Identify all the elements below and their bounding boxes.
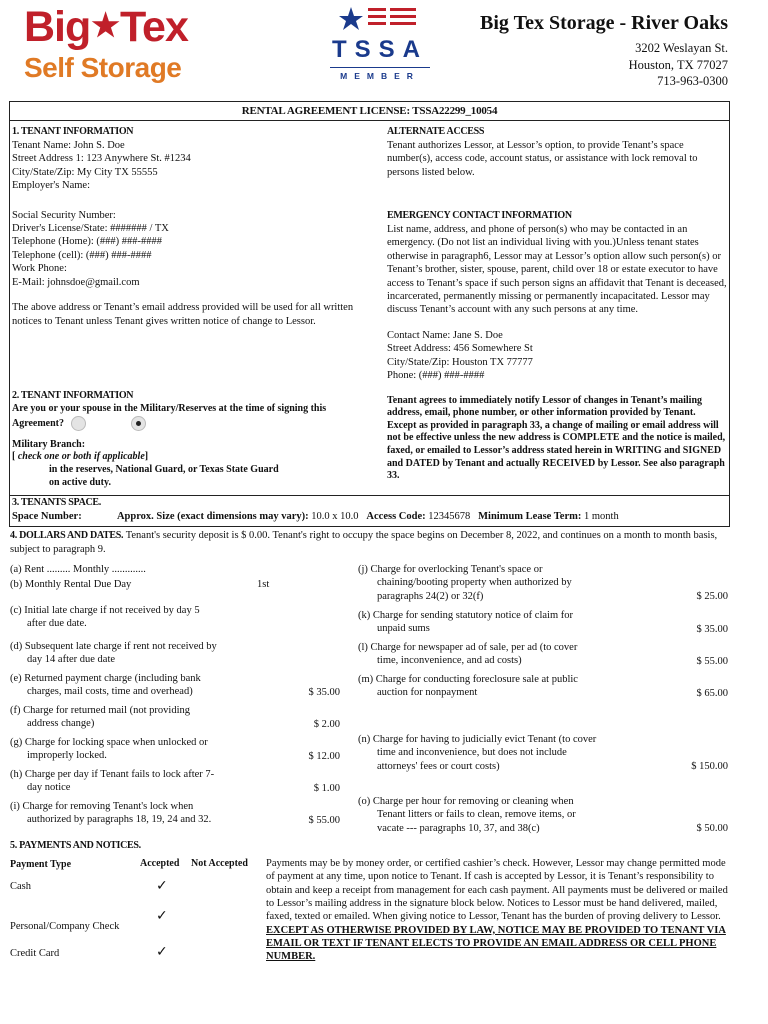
agreement-title: RENTAL AGREEMENT LICENSE: TSSA22299_10054 bbox=[241, 105, 498, 117]
fee-label-cont: day notice bbox=[27, 782, 71, 794]
fee-label: (m) Charge for conducting foreclosure sale at public bbox=[358, 674, 578, 685]
tssa-logo bbox=[330, 6, 430, 82]
contact-phone: Phone: (###) ###-#### bbox=[387, 370, 485, 382]
logo-word-big: Big bbox=[24, 3, 91, 51]
payments-text-emphasis: EXCEPT AS OTHERWISE PROVIDED BY LAW, NOTICE MAY BE PROVIDED TO TENANT VIA EMAIL OR TEXT IF TENANT ELECTS TO PROVIDE AN EMAIL ADDRESS OR CELL PHONE NUMBER. bbox=[266, 924, 726, 963]
tenant-phone-cell: Telephone (cell): (###) ###-#### bbox=[12, 249, 152, 261]
star-icon: ★ bbox=[91, 7, 119, 43]
fee-value: $ 55.00 bbox=[696, 656, 728, 667]
fee-label: (d) Subsequent late charge if rent not received by bbox=[10, 641, 217, 652]
payment-row-cash bbox=[10, 878, 260, 912]
checkmark-icon: ✓ bbox=[156, 944, 168, 960]
fee-label-cont: paragraphs 24(2) or 32(f) bbox=[377, 590, 484, 602]
fee-value: $ 2.00 bbox=[313, 719, 340, 730]
logo-tagline: Self Storage bbox=[24, 52, 182, 83]
payment-table bbox=[10, 858, 260, 968]
military-question bbox=[12, 403, 372, 431]
fee-row bbox=[10, 736, 345, 768]
fee-label-cont: after due date. bbox=[27, 618, 87, 630]
fee-row bbox=[10, 800, 345, 832]
email-notice-note: The above address or Tenant’s email address provided will be used for all written notices to Tenant unless Tenant gives written notice of change to Lessor. bbox=[12, 302, 354, 327]
fee-value: $ 50.00 bbox=[696, 823, 728, 834]
tenant-info-section bbox=[12, 126, 372, 328]
fee-label-cont: attorneys' fees or court costs) bbox=[377, 760, 500, 772]
fee-label: (o) Charge per hour for removing or cleaning when bbox=[358, 796, 574, 807]
fee-label-cont: vacate --- paragraphs 10, 37, and 38(c) bbox=[377, 822, 540, 834]
fee-value: $ 55.00 bbox=[308, 815, 340, 826]
fee-row bbox=[358, 609, 730, 641]
fee-row bbox=[10, 604, 345, 640]
emergency-contact-section bbox=[387, 210, 727, 483]
col-payment-type: Payment Type bbox=[10, 859, 72, 870]
payment-type-label: Personal/Company Check bbox=[10, 921, 120, 932]
tenant-info-heading: 1. TENANT INFORMATION bbox=[12, 126, 134, 137]
alternate-access-text: Tenant authorizes Lessor, at Lessor’s option, to provide Tenant’s space number(s), access code, account status, or assistance with lock removal to persons listed below. bbox=[387, 139, 698, 178]
lease-term-label: Minimum Lease Term: bbox=[478, 510, 582, 522]
fee-label-cont: address change) bbox=[27, 718, 95, 730]
flag-icon bbox=[338, 6, 422, 32]
fee-label: (j) Charge for overlocking Tenant's space or bbox=[358, 564, 543, 575]
payment-table-header bbox=[10, 858, 260, 878]
fee-row bbox=[10, 563, 345, 578]
checkmark-icon: ✓ bbox=[156, 878, 168, 894]
fee-value: $ 150.00 bbox=[691, 761, 728, 772]
payment-row-check bbox=[10, 908, 260, 944]
payment-type-label: Credit Card bbox=[10, 948, 60, 959]
space-heading: 3. TENANTS SPACE. bbox=[12, 497, 101, 508]
tenant-name: Tenant Name: John S. Doe bbox=[12, 139, 125, 151]
tenant-phone-home: Telephone (Home): (###) ###-#### bbox=[12, 236, 163, 248]
alternate-access-section bbox=[387, 126, 727, 179]
fee-value: $ 12.00 bbox=[308, 751, 340, 762]
fee-row bbox=[10, 578, 345, 604]
tenant-employer: Employer's Name: bbox=[12, 180, 90, 192]
fee-list-left bbox=[10, 563, 345, 832]
space-number-label: Space Number: bbox=[12, 510, 82, 522]
col-not-accepted: Not Accepted bbox=[191, 858, 248, 869]
fee-value: $ 35.00 bbox=[696, 624, 728, 635]
space-size-label: Approx. Size (exact dimensions may vary): bbox=[116, 510, 309, 522]
tssa-wordmark: TSSA bbox=[331, 36, 428, 64]
checkmark-icon: ✓ bbox=[156, 908, 168, 924]
fee-label: (i) Charge for removing Tenant's lock when bbox=[10, 801, 194, 812]
military-option-active[interactable]: on active duty. bbox=[49, 476, 111, 488]
military-question-text: Are you or your spouse in the Military/Reserves at the time of signing this Agreement? bbox=[12, 402, 327, 429]
tenant-ssn: Social Security Number: bbox=[12, 209, 116, 221]
fee-value: $ 25.00 bbox=[696, 591, 728, 602]
tenant-street: Street Address 1: 123 Anywhere St. #1234 bbox=[12, 153, 191, 165]
tenant-license: Driver's License/State: ####### / TX bbox=[12, 222, 169, 234]
fee-label: (b) Monthly Rental Due Day bbox=[10, 579, 132, 590]
fee-label-cont: Tenant litters or fails to clean, remove items, or bbox=[377, 809, 576, 821]
contact-name: Contact Name: Jane S. Doe bbox=[387, 329, 503, 341]
fee-row bbox=[358, 641, 730, 673]
emergency-contact-heading: EMERGENCY CONTACT INFORMATION bbox=[387, 210, 572, 221]
military-heading: 2. TENANT INFORMATION bbox=[12, 390, 134, 401]
military-radio-yes[interactable] bbox=[71, 416, 86, 431]
access-code-label: Access Code: bbox=[366, 510, 426, 522]
store-address-line1: 3202 Weslayan St. bbox=[635, 41, 728, 55]
fee-row bbox=[358, 673, 730, 733]
dollars-heading: 4. DOLLARS AND DATES. bbox=[10, 530, 124, 541]
fee-label: (g) Charge for locking space when unlocked or bbox=[10, 737, 208, 748]
fee-label: (h) Charge per day if Tenant fails to lock after 7- bbox=[10, 769, 215, 780]
logo-word-tex: Tex bbox=[119, 3, 188, 51]
rental-agreement-box bbox=[9, 101, 730, 527]
fee-row bbox=[10, 704, 345, 736]
fee-label-cont: chaining/booting property when authorized by bbox=[377, 577, 572, 589]
fee-label: (f) Charge for returned mail (not providing bbox=[10, 705, 191, 716]
space-size-value: 10.0 x 10.0 bbox=[311, 510, 359, 522]
military-option-reserves[interactable]: in the reserves, National Guard, or Texas State Guard bbox=[49, 464, 279, 476]
col-accepted: Accepted bbox=[140, 858, 180, 869]
fee-value: 1st bbox=[257, 579, 270, 590]
fee-list-right bbox=[358, 563, 730, 841]
fee-label-cont: unpaid sums bbox=[377, 623, 430, 635]
military-check-note: [ check one or both if applicable] bbox=[12, 451, 149, 463]
fee-value: $ 1.00 bbox=[313, 783, 340, 794]
store-address-line2: Houston, TX 77027 bbox=[628, 57, 728, 72]
store-phone: 713-963-0300 bbox=[657, 74, 728, 88]
store-info bbox=[480, 12, 728, 90]
tenant-work-phone: Work Phone: bbox=[12, 263, 67, 275]
access-code-value: 12345678 bbox=[428, 510, 471, 522]
fee-row bbox=[358, 795, 730, 841]
fee-row bbox=[358, 563, 730, 609]
fee-label: (n) Charge for having to judicially evict Tenant (to cover bbox=[358, 734, 597, 745]
fee-value: $ 35.00 bbox=[308, 687, 340, 698]
fee-label-cont: time, inconvenience, and ad costs) bbox=[377, 655, 522, 667]
fee-label-cont: authorized by paragraphs 18, 19, 24 and 32. bbox=[27, 814, 212, 826]
divider bbox=[10, 495, 729, 496]
tenant-email: E-Mail: johnsdoe@gmail.com bbox=[12, 276, 140, 288]
tssa-member-label: MEMBER bbox=[330, 67, 430, 82]
tenant-city: City/State/Zip: My City TX 55555 bbox=[12, 166, 158, 178]
dollars-dates-section bbox=[10, 529, 728, 556]
military-section bbox=[12, 390, 372, 490]
dollars-text: Tenant's security deposit is $ 0.00. Tenant's right to occupy the space begins on December 8, 2022, and continues on a month to month basis, subject to paragraph 9. bbox=[10, 530, 718, 555]
alternate-access-heading: ALTERNATE ACCESS bbox=[387, 126, 485, 137]
fee-label: (c) Initial late charge if not received by day 5 bbox=[10, 605, 200, 616]
fee-label-cont: charges, mail costs, time and overhead) bbox=[27, 686, 193, 698]
fee-label-cont: time and inconvenience, but does not include bbox=[377, 747, 567, 759]
space-details bbox=[12, 510, 727, 523]
fee-label-cont: auction for nonpayment bbox=[377, 687, 478, 699]
address-change-notice: Tenant agrees to immediately notify Lessor of changes in Tenant’s mailing address, email, phone number, or other information provided by Tenant. Except as provided in paragraph 33, a change of mailing or email address will not be effective unless the new address is COMPLETE and the notice is mailed, faxed, or emailed to Lessor’s address stated herein in WRITING and SIGNED and DATED by Tenant and actually RECEIVED by Lessor. See also paragraph 33. bbox=[387, 394, 726, 482]
fee-row bbox=[10, 672, 345, 704]
fee-row bbox=[10, 640, 345, 672]
space-section bbox=[12, 497, 727, 523]
contact-city: City/State/Zip: Houston TX 77777 bbox=[387, 356, 533, 368]
divider bbox=[10, 120, 729, 121]
fee-row bbox=[358, 733, 730, 795]
payment-row-credit bbox=[10, 944, 260, 968]
payments-text bbox=[266, 857, 728, 964]
check-note-text: check one or both if applicable bbox=[17, 451, 145, 463]
fee-label-cont: improperly locked. bbox=[27, 750, 107, 762]
fee-label: (l) Charge for newspaper ad of sale, per ad (to cover bbox=[358, 642, 578, 653]
military-radio-no[interactable] bbox=[131, 416, 146, 431]
emergency-contact-text: List name, address, and phone of person(s) who may be contacted in an emergency. (Do not list an individual living with you.)Unless tenant states otherwise in paragraph6, Lessor may at Lessor’s option allow such person(s) or Tenant’s brother, sister, spouse, parent, child over 18 or estate executor to have access to Tenant’s space if such person signs an affidavit that Tenant is deceased, incarcerated, permanently missing or permanently incapacitated. Lessor may discuss Tenant’s account with any such persons at any time. bbox=[387, 223, 727, 316]
fee-label-cont: day 14 after due date bbox=[27, 654, 116, 666]
payments-text-body: Payments may be by money order, or certified cashier’s check. However, Lessor may change permitted mode of payment at any time, upon notice to Tenant. If cash is accepted by Lessor, it is Tenant’s responsibility to obtain and keep a receipt from management for each cash payment. All payments must be delivered or mailed to Lessor’s mailing address in the signature block below. Notices to Lessor must be hand delivered, mailed, faxed, texted or emailed. When giving notice to Lessor, Tenant has the burden of proving delivery to Lessor. bbox=[266, 858, 728, 923]
fee-value: $ 65.00 bbox=[696, 688, 728, 699]
lease-term-value: 1 month bbox=[584, 510, 619, 522]
fee-label: (k) Charge for sending statutory notice of claim for bbox=[358, 610, 573, 621]
payment-type-label: Cash bbox=[10, 881, 31, 892]
store-name: Big Tex Storage - River Oaks bbox=[480, 12, 728, 34]
military-branch-label: Military Branch: bbox=[12, 438, 86, 450]
fee-row bbox=[10, 768, 345, 800]
payments-heading: 5. PAYMENTS AND NOTICES. bbox=[10, 840, 141, 851]
company-logo bbox=[24, 3, 188, 51]
fee-label: (e) Returned payment charge (including bank bbox=[10, 673, 201, 684]
fee-label: (a) Rent ......... Monthly ............. bbox=[10, 564, 146, 575]
contact-street: Street Address: 456 Somewhere St bbox=[387, 343, 533, 355]
